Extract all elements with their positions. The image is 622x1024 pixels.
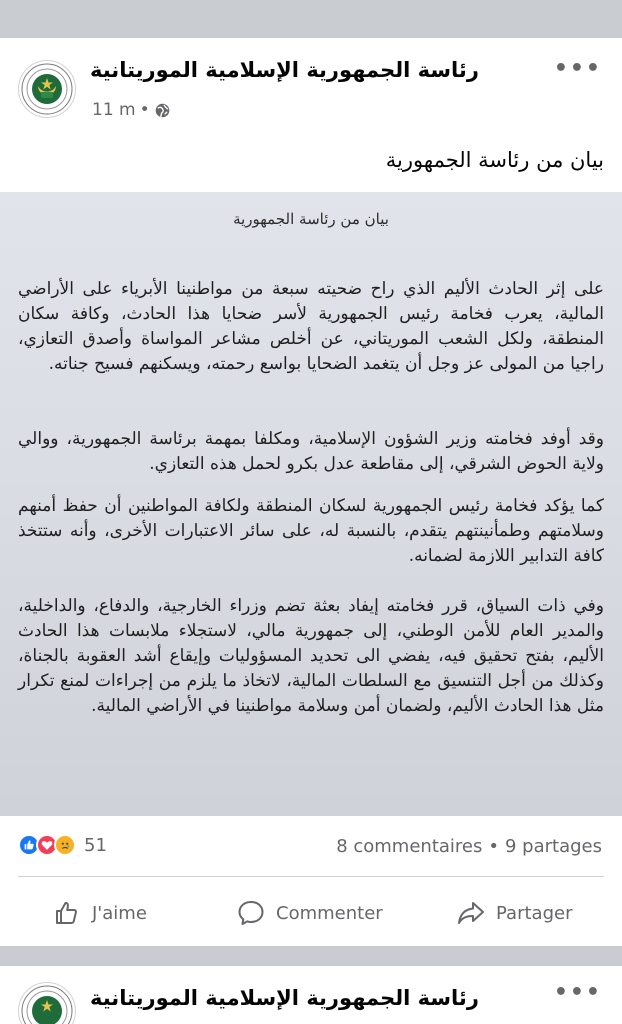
thumbs-up-icon — [52, 898, 82, 928]
post-header — [0, 38, 622, 126]
share-button[interactable] — [456, 898, 572, 928]
post-stats — [0, 830, 622, 866]
like-button[interactable] — [52, 898, 147, 928]
next-post-card — [0, 966, 622, 1024]
counts-dot: • — [488, 836, 499, 857]
statement-paragraph: على إثر الحادث الأليم الذي راح ضحيته سبعة من مواطنينا الأبرياء على الأراضي المالية، يعرب فخامة رئيس الجمهورية لأسر ضحايا هذا الحادث، وكافة سكان المنطقة، ولكل الشعب الموريتاني، عن أخلص مشاعر المواساة وأصدق التعازي، راجيا من المولى عز وجل أن يتغمد الضحايا بواسع رحمته، ويسكنهم فسيح جناته. — [18, 279, 604, 374]
reactions-count: 51 — [84, 834, 107, 856]
seal-icon — [20, 62, 74, 116]
comment-label: Commenter — [276, 902, 383, 924]
engagement-counts — [336, 836, 602, 857]
page-avatar[interactable] — [18, 60, 76, 118]
statement-paragraph: كما يؤكد فخامة رئيس الجمهورية لسكان المنطقة ولكافة المواطنين أن حفظ أمنهم وسلامتهم وطمأنينتهم يتقدم، بالنسبة له، على سائر الاعتبارات الأخرى، وأنه ستتخذ كافة التدابير اللازمة لضمانه. — [18, 496, 604, 566]
post-meta — [92, 100, 171, 120]
share-icon — [456, 898, 486, 928]
page-name[interactable]: رئاسة الجمهورية الإسلامية الموريتانية — [90, 58, 479, 82]
comment-button[interactable] — [236, 898, 383, 928]
post-actions — [0, 894, 622, 938]
page-avatar[interactable] — [18, 982, 76, 1024]
globe-icon — [154, 102, 171, 119]
statement-paragraph: وقد أوفد فخامته وزير الشؤون الإسلامية، ومكلفا بمهمة برئاسة الجمهورية، ووالي ولاية الحوض الشرقي، إلى مقاطعة عدل بكرو لحمل هذه التعازي. — [18, 429, 604, 474]
post-caption: بيان من رئاسة الجمهورية — [385, 148, 604, 172]
sad-reaction-icon — [54, 834, 76, 856]
statement-title: بيان من رئاسة الجمهورية — [233, 210, 389, 228]
comments-count[interactable]: 8 commentaires — [336, 836, 483, 857]
meta-dot: • — [139, 100, 150, 120]
post-image[interactable] — [0, 192, 622, 816]
seal-icon — [20, 984, 74, 1024]
more-options-button[interactable]: ••• — [553, 980, 602, 1005]
reactions-summary[interactable] — [18, 834, 107, 856]
post-time[interactable]: 11 m — [92, 100, 136, 120]
comment-icon — [236, 898, 266, 928]
share-label: Partager — [496, 902, 573, 924]
page-name[interactable]: رئاسة الجمهورية الإسلامية الموريتانية — [90, 986, 479, 1010]
more-options-button[interactable]: ••• — [553, 56, 602, 81]
divider — [18, 876, 604, 877]
post-card — [0, 38, 622, 946]
like-label: J'aime — [92, 902, 147, 924]
statement-paragraph: وفي ذات السياق، قرر فخامته إيفاد بعثة تضم وزراء الخارجية، والدفاع، والداخلية، والمدير العام للأمن الوطني، إلى جمهورية مالي، لاستجلاء ملابسات هذا الحادث الأليم، بفتح تحقيق فيه، يفضي الى تحديد المسؤوليات وإيقاع أشد العقوبة بالجناة، وكذلك من أجل التنسيق مع السلطات المالية، لاتخاذ ما يلزم من إجراءات لمنع تكرار مثل هذا الحادث الأليم، ولضمان أمن وسلامة مواطنينا في الأراضي المالية. — [18, 596, 604, 716]
shares-count[interactable]: 9 partages — [505, 836, 602, 857]
feed-separator — [0, 0, 622, 38]
